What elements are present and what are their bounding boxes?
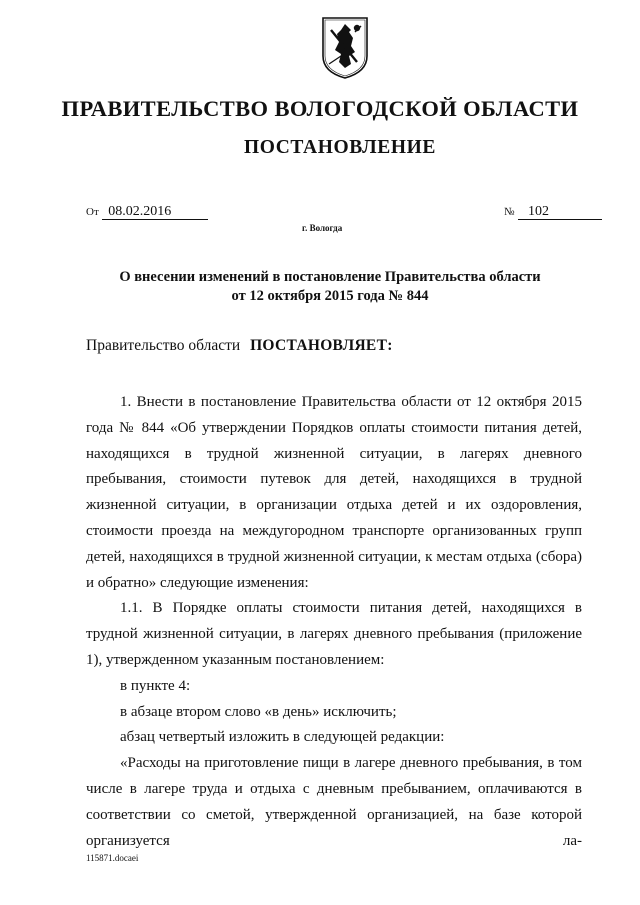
date-prefix: От	[86, 206, 99, 218]
government-title: ПРАВИТЕЛЬСТВО ВОЛОГОДСКОЙ ОБЛАСТИ	[61, 96, 579, 121]
document-date: 08.02.2016	[102, 204, 208, 220]
document-subject	[0, 268, 640, 306]
number-prefix: №	[504, 206, 515, 218]
document-body	[86, 390, 582, 854]
resolution-line	[86, 337, 393, 355]
file-code: 115871.docaei	[86, 853, 139, 863]
body-paragraph: в абзаце втором слово «в день» исключить;	[120, 703, 397, 720]
document-number: 102	[518, 204, 602, 220]
body-paragraph: абзац четвертый изложить в следующей редакции:	[120, 729, 445, 746]
subject-line: О внесении изменений в постановление Правительства области	[119, 269, 541, 285]
body-paragraph: «Расходы на приготовление пищи в лагере дневного пребывания, в том числе в лагере труда и отдыха с дневным пребыванием, оплачиваются в соответствии со сметой, утвержденной организацией, на базе которой организуется ла-	[86, 755, 582, 849]
subject-line: от 12 октября 2015 года № 844	[231, 288, 429, 304]
body-paragraph: 1. Внести в постановление Правительства области от 12 октября 2015 года № 844 «Об утверждении Порядков оплаты стоимости питания детей, находящихся в трудной жизненной ситуации, в лагерях дневного пребывания, стоимости путевок для детей, находящихся в трудной жизненной ситуации, в организации отдыха детей и их оздоровления, стоимости проезда на междугородном транспорте организованных групп детей, находящихся в трудной жизненной ситуации, к местам отдыха (сбора) и обратно» следующие изменения:	[86, 394, 582, 591]
document-date-row	[86, 204, 208, 220]
coat-of-arms-emblem	[321, 16, 369, 80]
document-type-title: ПОСТАНОВЛЕНИЕ	[243, 137, 437, 158]
body-paragraph: 1.1. В Порядке оплаты стоимости питания детей, находящихся в трудной жизненной ситуации, в лагерях дневного пребывания (приложение 1), утвержденном указанным постановлением:	[86, 600, 582, 668]
city-label: г. Вологда	[302, 223, 343, 233]
body-paragraph: в пункте 4:	[120, 677, 191, 694]
resolution-prefix: Правительство области	[86, 337, 241, 354]
document-number-row	[504, 204, 602, 220]
resolution-verb: ПОСТАНОВЛЯЕТ:	[250, 337, 393, 354]
